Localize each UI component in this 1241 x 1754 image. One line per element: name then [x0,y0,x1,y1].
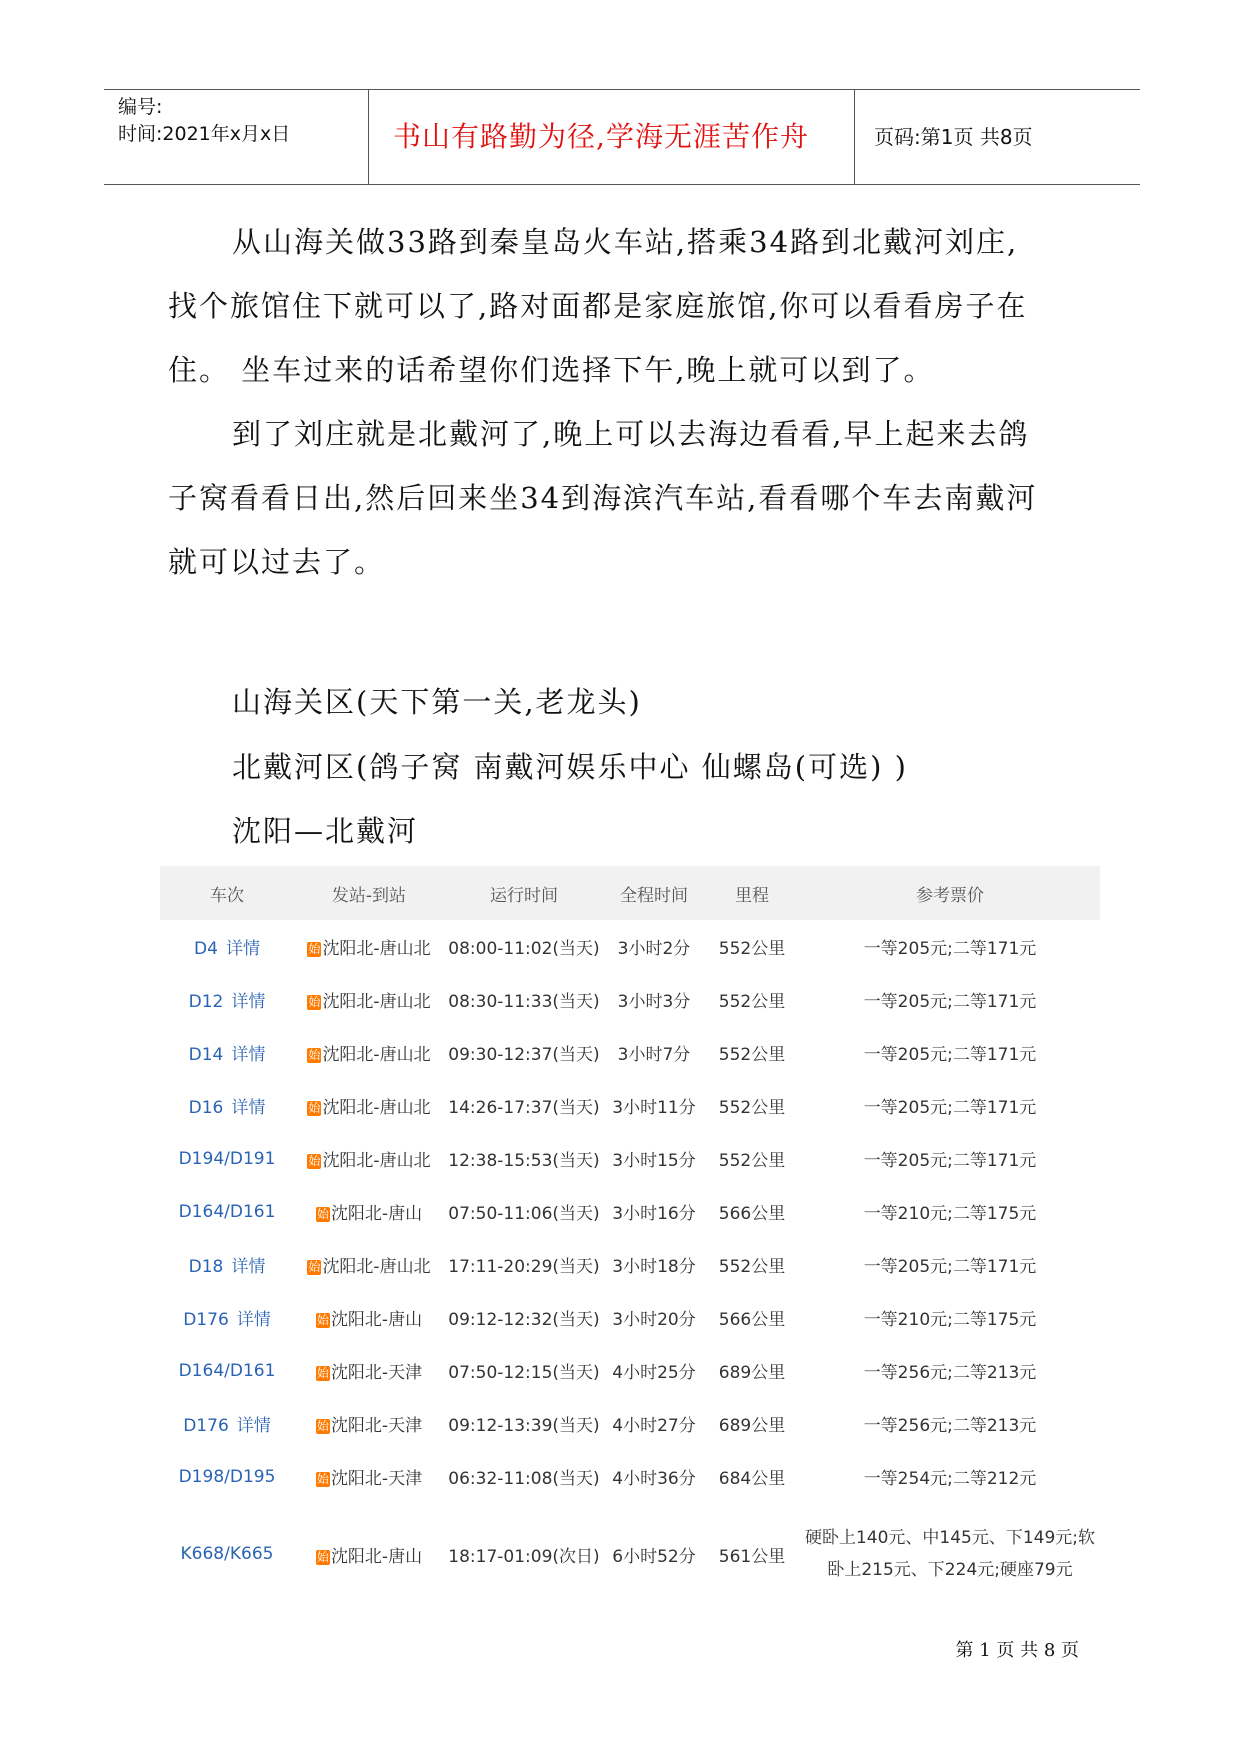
distance-cell: 552公里 [718,992,786,1012]
detail-link[interactable]: 详情 [231,1257,266,1277]
train-cell [160,1450,294,1503]
origin-badge: 始 [316,1419,329,1433]
train-cell [160,973,294,1026]
stations-cell [294,1503,444,1605]
distance-cell: 552公里 [718,1257,786,1277]
duration-cell: 3小时7分 [617,1045,691,1065]
origin-badge: 始 [316,1313,329,1327]
origin-badge: 始 [308,1101,321,1115]
price-cell: 一等256元;二等213元 [863,1363,1037,1383]
header-divider [854,90,855,184]
price-cell: 硬卧上140元、中145元、下149元;软卧上215元、下224元;硬座79元 [804,1528,1096,1580]
price-cell: 一等254元;二等212元 [863,1469,1037,1489]
train-cell [160,920,294,973]
paragraph-line: 就可以过去了。 [168,545,386,579]
paragraph [168,210,1080,402]
train-cell [160,1132,294,1185]
distance-cell: 552公里 [718,939,786,959]
train-number-link[interactable]: D198/D195 [178,1466,276,1487]
price-cell: 一等205元;二等171元 [863,939,1037,959]
table-row [160,920,1100,973]
train-schedule-table [160,866,1100,1605]
duration-cell: 3小时2分 [617,939,691,959]
duration-cell: 3小时18分 [612,1257,696,1277]
stations-text: 沈阳北-唐山北 [322,939,431,959]
time-cell: 08:30-11:33(当天) [448,992,600,1012]
column-header-distance: 里程 [704,866,800,920]
origin-badge: 始 [316,1472,329,1486]
train-cell [160,1291,294,1344]
list-item: 沈阳—北戴河 [232,814,419,848]
stations-text: 沈阳北-唐山北 [322,1151,431,1171]
train-cell [160,1344,294,1397]
column-header-price: 参考票价 [800,866,1100,920]
duration-cell: 6小时52分 [612,1546,696,1567]
stations-text: 沈阳北-唐山北 [322,992,431,1012]
distance-cell: 561公里 [718,1546,786,1567]
list-item: 北戴河区(鸽子窝 南戴河娱乐中心 仙螺岛(可选) ) [232,750,908,784]
table-row [160,1026,1100,1079]
duration-cell: 4小时25分 [612,1363,696,1383]
stations-text: 沈阳北-唐山北 [322,1045,431,1065]
train-number-link[interactable]: D12 [188,992,224,1012]
detail-link[interactable]: 详情 [231,992,266,1012]
paragraph [168,402,1080,594]
column-header-stations: 发站-到站 [294,866,444,920]
stations-cell [294,1450,444,1503]
table-row [160,1397,1100,1450]
duration-cell: 3小时3分 [617,992,691,1012]
stations-cell [294,1238,444,1291]
origin-badge: 始 [308,942,321,956]
duration-cell: 3小时20分 [612,1310,696,1330]
duration-cell: 4小时36分 [612,1469,696,1489]
stations-text: 沈阳北-天津 [330,1469,423,1489]
table-row [160,1344,1100,1397]
time-cell: 08:00-11:02(当天) [448,939,600,959]
column-header-time: 运行时间 [444,866,604,920]
table-row [160,1185,1100,1238]
train-number-link[interactable]: D164/D161 [178,1201,276,1222]
train-cell [160,1238,294,1291]
table-row [160,1132,1100,1185]
stations-cell [294,973,444,1026]
column-header-duration: 全程时间 [604,866,704,920]
stations-cell [294,1291,444,1344]
detail-link[interactable]: 详情 [236,1310,271,1330]
stations-text: 沈阳北-唐山北 [322,1257,431,1277]
time-cell: 17:11-20:29(当天) [448,1257,600,1277]
train-number-link[interactable]: D176 [183,1310,229,1330]
header-page-number: 页码:第1页 共8页 [874,125,1033,149]
price-cell: 一等210元;二等175元 [863,1204,1037,1224]
time-cell: 09:30-12:37(当天) [448,1045,600,1065]
footer-page-number: 第 1 页 共 8 页 [955,1640,1079,1661]
distance-cell: 689公里 [718,1416,786,1436]
detail-link[interactable]: 详情 [231,1098,266,1118]
train-number-link[interactable]: K668/K665 [180,1544,274,1564]
list-item: 山海关区(天下第一关,老龙头) [232,685,642,719]
train-cell [160,1079,294,1132]
paragraph-line: 从山海关做33路到秦皇岛火车站,搭乘34路到北戴河刘庄, [232,225,1019,259]
price-cell: 一等205元;二等171元 [863,1045,1037,1065]
distance-cell: 566公里 [718,1310,786,1330]
price-cell: 一等205元;二等171元 [863,992,1037,1012]
price-cell: 一等205元;二等171元 [863,1098,1037,1118]
origin-badge: 始 [308,1154,321,1168]
stations-cell [294,1132,444,1185]
time-cell: 18:17-01:09(次日) [448,1546,600,1567]
train-number-link[interactable]: D18 [188,1257,224,1277]
stations-text: 沈阳北-天津 [330,1416,423,1436]
origin-badge: 始 [308,1260,321,1274]
table-header-row [160,866,1100,920]
train-cell [160,1503,294,1605]
time-cell: 12:38-15:53(当天) [448,1151,600,1171]
column-header-train: 车次 [160,866,294,920]
document-number-label: 编号: [118,96,163,118]
price-cell: 一等210元;二等175元 [863,1310,1037,1330]
origin-badge: 始 [316,1549,329,1564]
header-motto: 书山有路勤为径,学海无涯苦作舟 [393,120,809,153]
stations-cell [294,1397,444,1450]
duration-cell: 3小时11分 [612,1098,696,1118]
paragraph-line: 住。 坐车过来的话希望你们选择下午,晚上就可以到了。 [168,353,935,387]
origin-badge: 始 [316,1207,329,1221]
stations-cell [294,1185,444,1238]
document-time-label: 时间:2021年x月x日 [118,123,291,145]
table-row [160,1238,1100,1291]
stations-cell [294,1079,444,1132]
time-cell: 07:50-12:15(当天) [448,1363,600,1383]
stations-text: 沈阳北-天津 [330,1363,423,1383]
stations-text: 沈阳北-唐山北 [322,1098,431,1118]
detail-link[interactable]: 详情 [236,1416,271,1436]
page-footer [0,1636,1241,1662]
time-cell: 09:12-13:39(当天) [448,1416,600,1436]
train-cell [160,1397,294,1450]
stations-text: 沈阳北-唐山 [330,1204,423,1224]
stations-cell [294,920,444,973]
detail-link[interactable]: 详情 [231,1045,266,1065]
train-number-link[interactable]: D16 [188,1098,224,1118]
time-cell: 07:50-11:06(当天) [448,1204,600,1224]
train-number-link[interactable]: D194/D191 [178,1148,276,1169]
stations-text: 沈阳北-唐山 [330,1546,423,1567]
origin-badge: 始 [316,1366,329,1380]
distance-cell: 552公里 [718,1045,786,1065]
distance-cell: 552公里 [718,1098,786,1118]
table-row [160,1503,1100,1605]
paragraph-line: 找个旅馆住下就可以了,路对面都是家庭旅馆,你可以看看房子在 [168,289,1028,323]
train-number-link[interactable]: D176 [183,1416,229,1436]
distance-cell: 689公里 [718,1363,786,1383]
origin-badge: 始 [308,1048,321,1062]
duration-cell: 3小时16分 [612,1204,696,1224]
duration-cell: 3小时15分 [612,1151,696,1171]
stations-cell [294,1344,444,1397]
distance-cell: 684公里 [718,1469,786,1489]
price-cell: 一等205元;二等171元 [863,1257,1037,1277]
train-cell [160,1185,294,1238]
table-row [160,973,1100,1026]
train-cell [160,1026,294,1079]
train-number-link[interactable]: D4 [194,939,218,959]
table-row [160,1291,1100,1344]
stations-cell [294,1026,444,1079]
table-row [160,1079,1100,1132]
distance-cell: 566公里 [718,1204,786,1224]
page-header [104,89,1140,185]
duration-cell: 4小时27分 [612,1416,696,1436]
distance-cell: 552公里 [718,1151,786,1171]
price-cell: 一等256元;二等213元 [863,1416,1037,1436]
price-cell: 一等205元;二等171元 [863,1151,1037,1171]
origin-badge: 始 [308,995,321,1009]
time-cell: 14:26-17:37(当天) [448,1098,600,1118]
table-row [160,1450,1100,1503]
time-cell: 06:32-11:08(当天) [448,1469,600,1489]
train-number-link[interactable]: D164/D161 [178,1360,276,1381]
paragraph-line: 子窝看看日出,然后回来坐34到海滨汽车站,看看哪个车去南戴河 [168,481,1038,515]
header-meta [118,94,290,148]
paragraph-line: 到了刘庄就是北戴河了,晚上可以去海边看看,早上起来去鸽 [232,417,1030,451]
stations-text: 沈阳北-唐山 [330,1310,423,1330]
train-number-link[interactable]: D14 [188,1045,224,1065]
time-cell: 09:12-12:32(当天) [448,1310,600,1330]
detail-link[interactable]: 详情 [225,939,260,959]
